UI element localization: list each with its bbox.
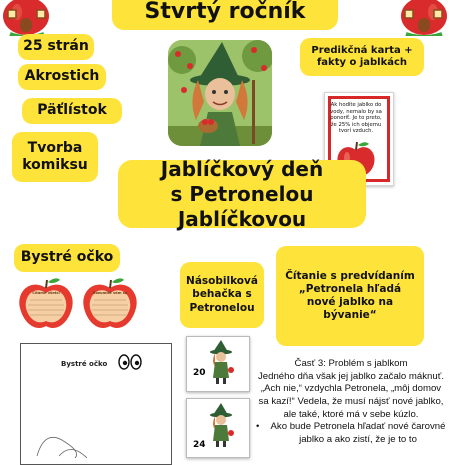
main-title-line-2: s Petronelou Jablíčkovou [170, 181, 314, 231]
apple-house-icon-right [398, 0, 448, 36]
worksheet-title: Bystré očko [61, 360, 108, 368]
story-heading: Časť 3: Problém s jablkom [294, 358, 408, 369]
witch-figure-icon [207, 340, 235, 386]
apple-house-icon-left [2, 0, 52, 36]
apple-worksheet-1-label: Čítame všetci [32, 291, 60, 295]
witch-portrait-icon [168, 40, 272, 146]
apple-worksheet-1 [16, 276, 76, 332]
multiplication-card-1 [186, 336, 250, 392]
apple-worksheet-2-label: Rozumieť vám sa [92, 291, 128, 295]
reading-prediction-label: Čítanie s predvídaním „Petronela hľadá nové jablko na bývanie“ [276, 246, 424, 346]
prediction-card-label: Predikčná karta + fakty o jablkách [300, 38, 424, 76]
multiplication-card-2 [186, 398, 250, 458]
main-title-line-1: Jablíčkový deň [160, 156, 324, 181]
activity-comic: Tvorba komiksu [12, 132, 98, 182]
story-bullet: Ako bude Petronela hľadať nové čarovné jablko a ako zistí, že je to to [270, 421, 446, 445]
story-paragraph: Jedného dňa však jej jablko začalo máknuť. „Ach nie,“ vzdychla Petronela, „môj domov sa kazí!“ Vedela, že musí nájsť nové jablko, ale také, ktoré má v sebe kúzlo. [258, 370, 444, 420]
bullet-marker: • [256, 421, 260, 433]
multiplication-label: Násobilková behačka s Petronelou [180, 262, 264, 328]
activity-pages: 25 strán [18, 34, 94, 60]
activity-cinquain: Päťlístok [22, 98, 122, 124]
eyes-icon [117, 354, 143, 370]
page-title: Štvrtý ročník [112, 0, 338, 30]
sharp-eye-worksheet [20, 343, 172, 465]
multiplication-card-2-number: 24 [193, 440, 206, 450]
apple-worksheet-2 [80, 276, 140, 332]
activity-acrostic: Akrostich [18, 64, 106, 90]
multiplication-card-1-number: 20 [193, 368, 206, 378]
main-title [118, 156, 366, 231]
witch-figure-icon [207, 403, 235, 449]
sharp-eye-label: Bystré očko [14, 244, 120, 272]
worksheet-drawing [31, 398, 161, 458]
prediction-card-text: Ak hodíte jablko do vody, nemalo by sa ponoriť. Je to preto, že 25% ich objemu tvorí vzduch. [330, 102, 382, 135]
story-excerpt [256, 358, 446, 447]
